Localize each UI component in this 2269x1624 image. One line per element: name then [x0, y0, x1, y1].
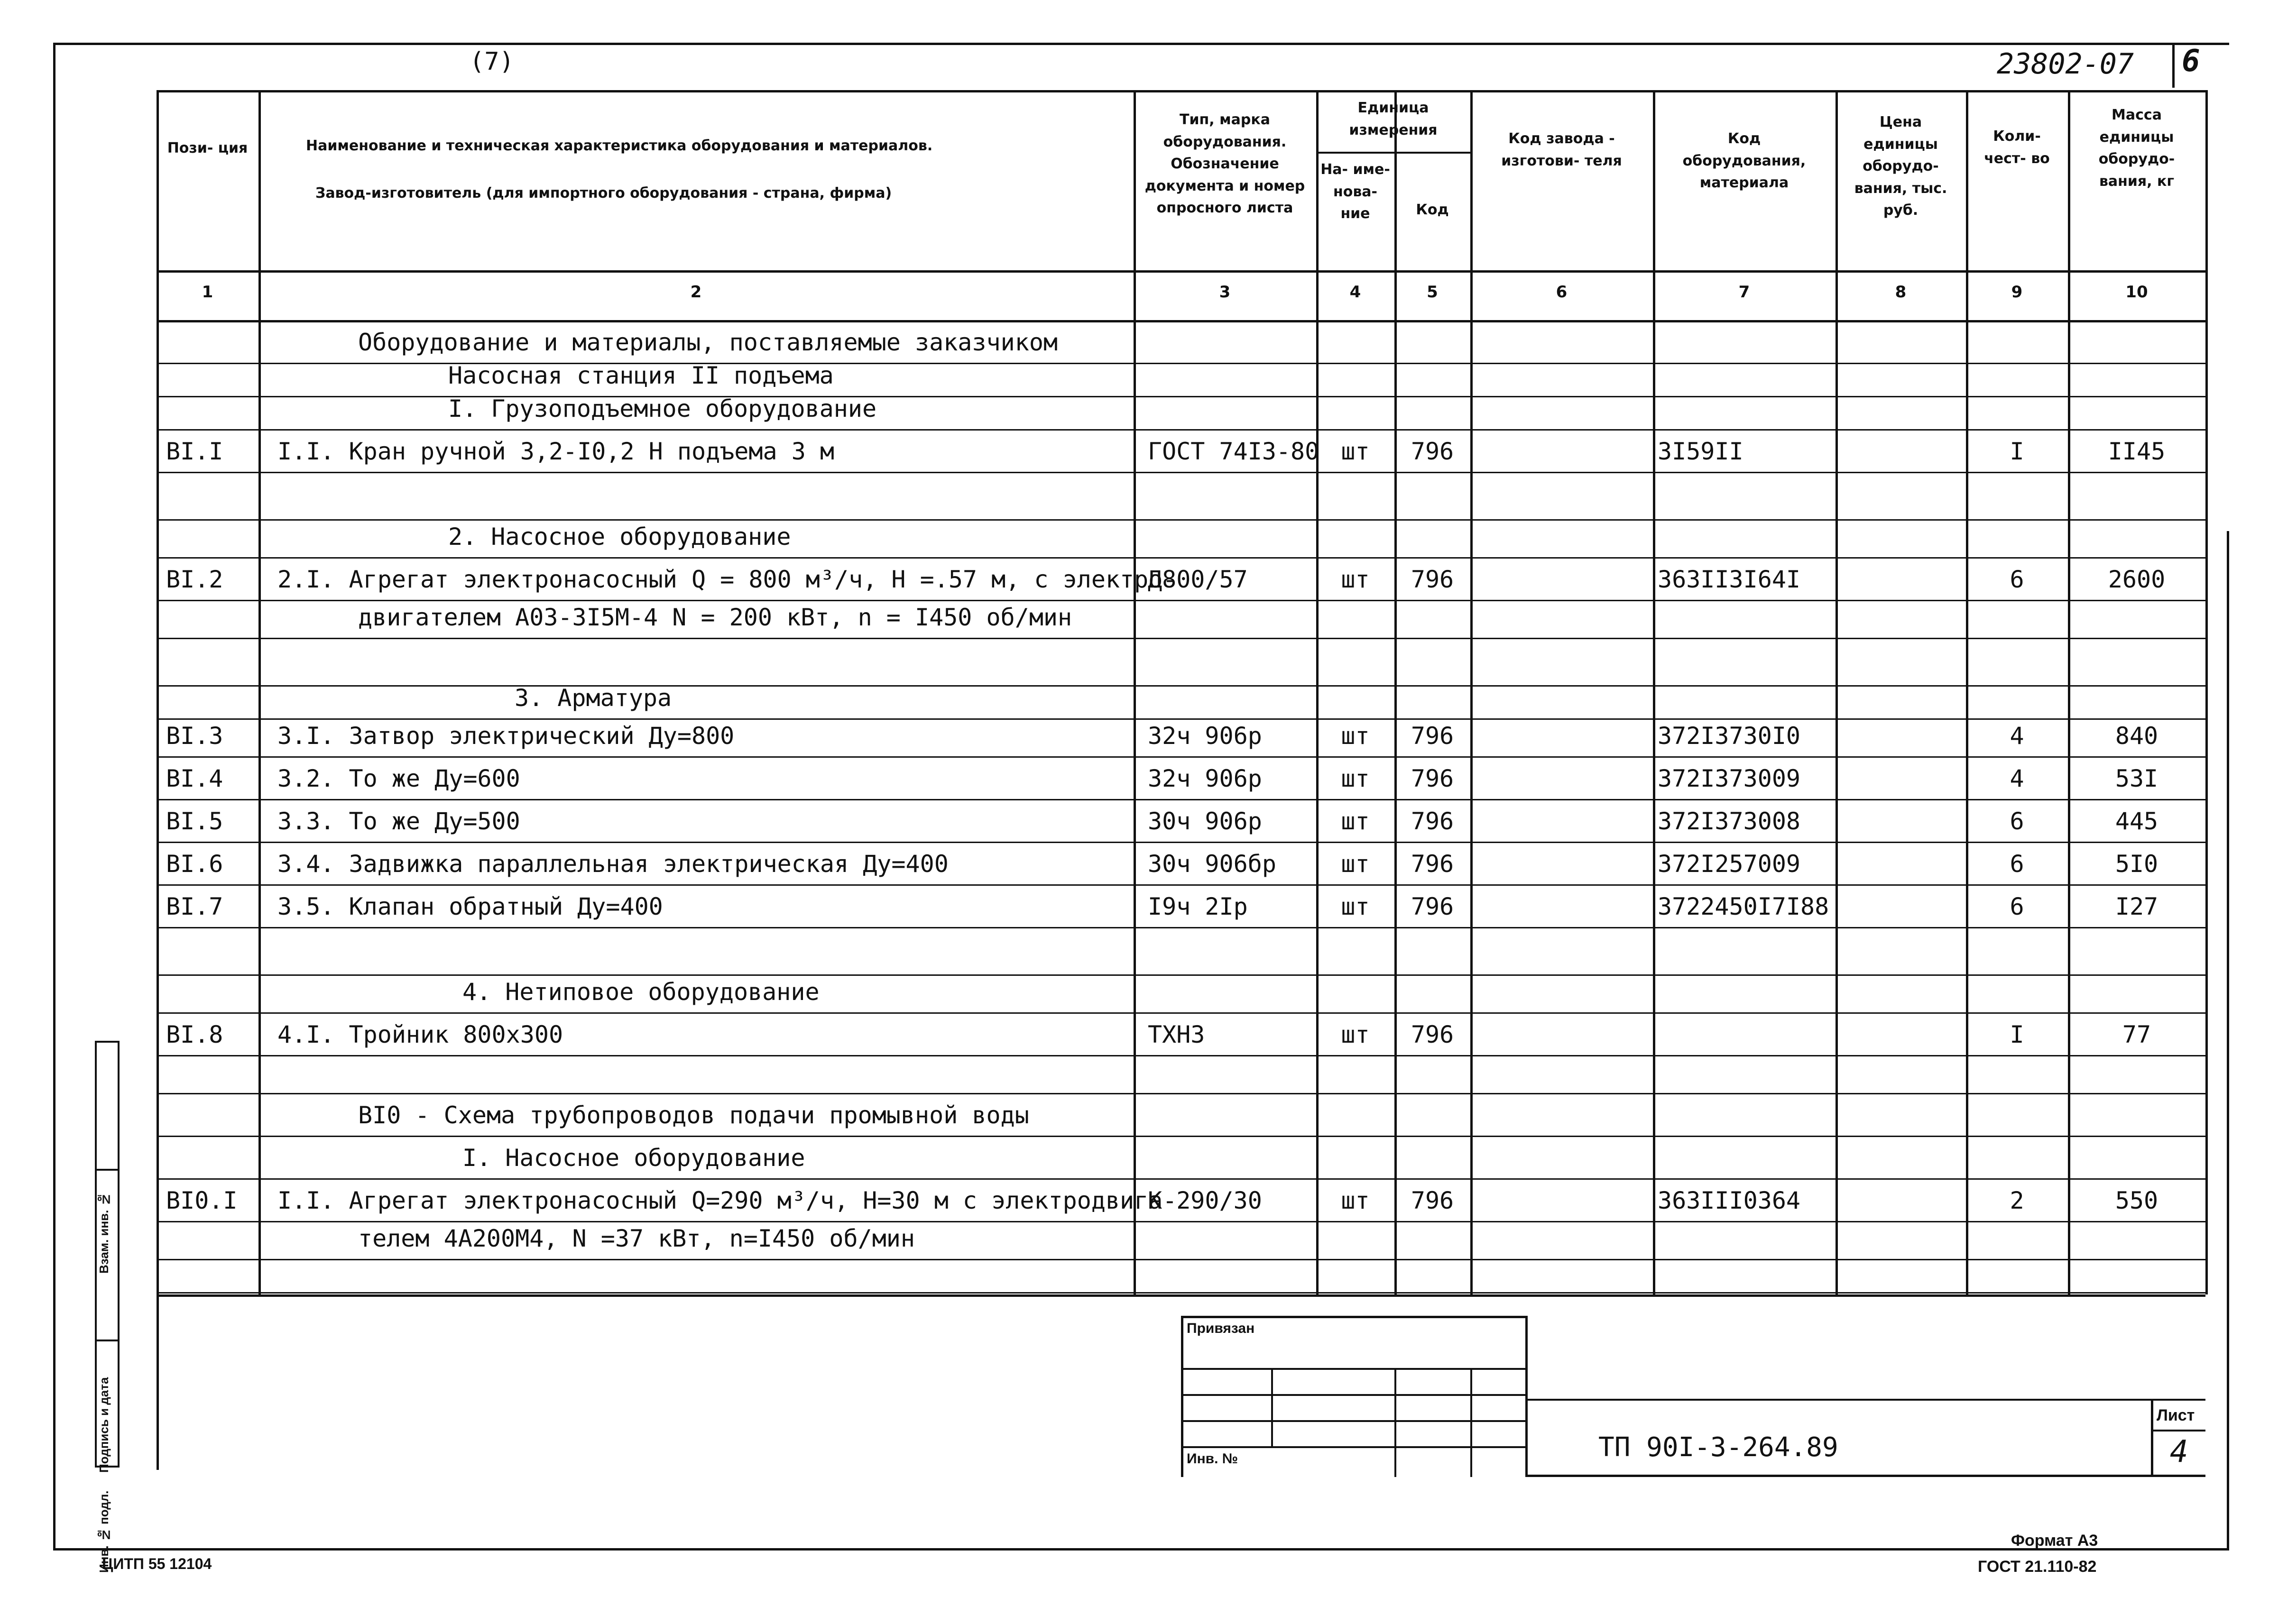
- table-row-line: [157, 799, 2205, 800]
- table-row-line: [157, 429, 2205, 431]
- row-name: 4. Нетиповое оборудование: [462, 978, 820, 1006]
- row-name: I.I. Кран ручной 3,2-I0,2 Н подъема 3 м: [277, 438, 834, 465]
- row-unit: шт: [1341, 807, 1370, 835]
- row-equipment-code: 372I373009: [1658, 765, 1801, 792]
- row-type: 32ч 906р: [1148, 722, 1262, 750]
- row-type: ГОСТ 74I3-80: [1148, 438, 1319, 465]
- column-number: 10: [2125, 283, 2148, 302]
- row-name: Насосная станция II подъема: [448, 362, 834, 389]
- table-row-line: [157, 685, 2205, 687]
- header-quantity: Коли- чест- во: [1984, 128, 2050, 167]
- row-equipment-code: 372I257009: [1658, 850, 1801, 878]
- table-row-line: [157, 1136, 2205, 1137]
- header-price: Цена единицы оборудо- вания, тыс. руб.: [1854, 114, 1947, 219]
- row-name: I.I. Агрегат электронасосный Q=290 м³/ч, Н=30 м с электродвига-: [277, 1187, 1177, 1214]
- column-number: 3: [1219, 283, 1231, 302]
- header-position: Пози- ция: [167, 140, 248, 156]
- row-name: 3.4. Задвижка параллельная электрическая Ду=400: [277, 850, 949, 878]
- inv-no-label: Инв. №: [1187, 1451, 1238, 1467]
- row-unit-code: 796: [1411, 566, 1454, 593]
- row-equipment-code: 363III0364: [1658, 1187, 1801, 1214]
- row-quantity: I: [2010, 438, 2024, 465]
- row-quantity: 2: [2010, 1187, 2024, 1214]
- row-name: 2. Насосное оборудование: [448, 523, 791, 551]
- header-unit-group: Единица измерения: [1349, 100, 1438, 138]
- table-row-line: [157, 1055, 2205, 1056]
- row-name: 3.2. То же Ду=600: [277, 765, 520, 792]
- header-mass: Масса единицы оборудо- вания, кг: [2098, 107, 2175, 190]
- row-name: 3.3. То же Ду=500: [277, 807, 520, 835]
- row-name: I. Насосное оборудование: [462, 1144, 805, 1172]
- column-number: 8: [1895, 283, 1907, 302]
- row-mass: I27: [2115, 893, 2158, 920]
- header-bottom-line: [157, 270, 2205, 273]
- header-unit-code: Код: [1416, 202, 1449, 218]
- row-mass: 5I0: [2115, 850, 2158, 878]
- table-row-line: [157, 1259, 2205, 1260]
- row-position: BI.7: [166, 893, 223, 920]
- row-name: 4.I. Тройник 800х300: [277, 1021, 563, 1048]
- title-block-bottom: [1527, 1475, 2205, 1477]
- row-mass: 840: [2115, 722, 2158, 750]
- side-label-inv: Инв. № подл.: [97, 1490, 111, 1573]
- row-unit: шт: [1341, 438, 1370, 465]
- row-unit-code: 796: [1411, 807, 1454, 835]
- row-mass: II45: [2108, 438, 2166, 465]
- row-name: 2.I. Агрегат электронасосный Q = 800 м³/ч, Н =.57 м, с электро-: [277, 566, 1177, 593]
- row-quantity: 6: [2010, 566, 2024, 593]
- row-name: BI0 - Схема трубопроводов подачи промывной воды: [358, 1101, 1029, 1129]
- column-line: [2205, 90, 2208, 1294]
- row-quantity: 6: [2010, 807, 2024, 835]
- table-row-line: [157, 718, 2205, 720]
- row-type: 32ч 906р: [1148, 765, 1262, 792]
- row-quantity: 6: [2010, 893, 2024, 920]
- table-row-line: [157, 1221, 2205, 1222]
- format-label: Формат А3: [2011, 1532, 2098, 1550]
- sheet-number: 4: [2170, 1434, 2188, 1469]
- table-row-line: [157, 1012, 2205, 1014]
- side-label-vzam: Взам. инв. №: [97, 1192, 111, 1274]
- table-row-line: [157, 927, 2205, 928]
- table-row-line: [157, 1292, 2205, 1294]
- row-position: BI.I: [166, 438, 223, 465]
- column-number: 1: [202, 283, 213, 302]
- row-equipment-code: 372I373008: [1658, 807, 1801, 835]
- row-position: BI.8: [166, 1021, 223, 1048]
- footer-left-code: ЦИТП 55 12104: [102, 1555, 212, 1572]
- side-stamp-column: [95, 1041, 120, 1573]
- table-top-border: [157, 90, 2205, 92]
- table-row-line: [157, 974, 2205, 976]
- document-title: ТП 90I-3-264.89: [1598, 1432, 1838, 1463]
- row-unit: шт: [1341, 722, 1370, 750]
- row-unit-code: 796: [1411, 765, 1454, 792]
- row-unit-code: 796: [1411, 1187, 1454, 1214]
- row-unit: шт: [1341, 893, 1370, 920]
- row-position: BI.5: [166, 807, 223, 835]
- header-unit-name: На- име- нова- ние: [1320, 161, 1390, 222]
- row-name: 3. Арматура: [515, 684, 672, 712]
- row-equipment-code: 372I3730I0: [1658, 722, 1801, 750]
- row-unit: шт: [1341, 850, 1370, 878]
- row-equipment-code: 3I59II: [1658, 438, 1743, 465]
- row-type: К 290/30: [1148, 1187, 1262, 1214]
- column-number: 4: [1349, 283, 1361, 302]
- row-unit-code: 796: [1411, 438, 1454, 465]
- row-quantity: 4: [2010, 765, 2024, 792]
- row-type: I9ч 2Iр: [1148, 893, 1248, 920]
- row-mass: 550: [2115, 1187, 2158, 1214]
- row-mass: 2600: [2108, 566, 2166, 593]
- row-position: BI.3: [166, 722, 223, 750]
- row-name: 3.I. Затвор электрический Ду=800: [277, 722, 735, 750]
- row-unit: шт: [1341, 1187, 1370, 1214]
- table-row-line: [157, 472, 2205, 473]
- table-bottom-border: [157, 1294, 2205, 1297]
- row-equipment-code: 3722450I7I88: [1658, 893, 1829, 920]
- column-number: 6: [1556, 283, 1568, 302]
- number-row-bottom-line: [157, 320, 2205, 322]
- row-type: ТХН3: [1148, 1021, 1205, 1048]
- row-mass: 77: [2122, 1021, 2151, 1048]
- row-position: BI.6: [166, 850, 223, 878]
- side-label-podpis: Подпись и дата: [97, 1377, 111, 1473]
- header-type: Тип, марка оборудования. Обозначение документа и номер опросного листа: [1144, 111, 1305, 216]
- column-number: 9: [2011, 283, 2023, 302]
- row-name: Оборудование и материалы, поставляемые заказчиком: [358, 329, 1058, 356]
- sheet-label: Лист: [2157, 1406, 2195, 1424]
- row-mass: 445: [2115, 807, 2158, 835]
- header-equipment-code: Код оборудования, материала: [1682, 130, 1806, 191]
- sheet-box: [2151, 1399, 2205, 1475]
- row-unit-code: 796: [1411, 1021, 1454, 1048]
- table-row-line: [157, 842, 2205, 843]
- column-number: 7: [1738, 283, 1750, 302]
- top-page-number: 6: [2182, 44, 2200, 79]
- row-quantity: 6: [2010, 850, 2024, 878]
- row-name: двигателем А03-3I5М-4 N = 200 кВт, n = I450 об/мин: [358, 604, 1072, 631]
- table-row-line: [157, 557, 2205, 559]
- gost-label: ГОСТ 21.110-82: [1978, 1558, 2097, 1576]
- row-position: BI0.I: [166, 1187, 238, 1214]
- row-type: 30ч 906бр: [1148, 850, 1276, 878]
- doc-code: 23802-07: [1997, 47, 2134, 81]
- row-name: I. Грузоподъемное оборудование: [448, 395, 877, 422]
- table-row-line: [157, 519, 2205, 521]
- privyazan-stamp: [1181, 1316, 1527, 1477]
- row-unit-code: 796: [1411, 850, 1454, 878]
- row-unit-code: 796: [1411, 893, 1454, 920]
- header-factory-code: Код завода - изготови- теля: [1501, 130, 1622, 169]
- top-left-note: (7): [470, 47, 514, 76]
- row-name: 3.5. Клапан обратный Ду=400: [277, 893, 663, 920]
- table-row-line: [157, 1093, 2205, 1094]
- header-name-line2: Завод-изготовитель (для импортного оборудования - страна, фирма): [315, 185, 892, 202]
- table-row-line: [157, 1178, 2205, 1180]
- table-row-line: [157, 600, 2205, 601]
- row-type: 30ч 906р: [1148, 807, 1262, 835]
- table-row-line: [157, 884, 2205, 886]
- row-type: Д800/57: [1148, 566, 1248, 593]
- row-unit: шт: [1341, 566, 1370, 593]
- row-unit: шт: [1341, 1021, 1370, 1048]
- column-number: 2: [690, 283, 702, 302]
- row-position: BI.4: [166, 765, 223, 792]
- row-unit-code: 796: [1411, 722, 1454, 750]
- row-equipment-code: 363II3I64I: [1658, 566, 1801, 593]
- unit-group-line: [1316, 152, 1470, 154]
- row-quantity: I: [2010, 1021, 2024, 1048]
- column-number: 5: [1427, 283, 1438, 302]
- table-row-line: [157, 756, 2205, 758]
- row-unit: шт: [1341, 765, 1370, 792]
- row-mass: 53I: [2115, 765, 2158, 792]
- table-row-line: [157, 638, 2205, 639]
- row-name: телем 4А200М4, N =37 кВт, n=I450 об/мин: [358, 1225, 915, 1252]
- row-position: BI.2: [166, 566, 223, 593]
- privyazan-label: Привязан: [1187, 1321, 1255, 1336]
- title-block-line: [1527, 1399, 2205, 1401]
- row-quantity: 4: [2010, 722, 2024, 750]
- header-name-line1: Наименование и техническая характеристика оборудования и материалов.: [306, 138, 933, 154]
